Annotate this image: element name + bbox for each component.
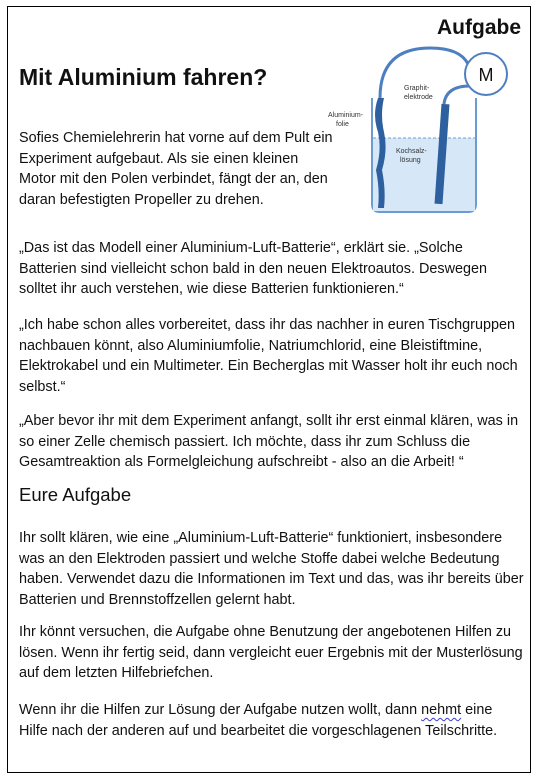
quote-paragraph-1: „Das ist das Modell einer Aluminium-Luft-Batterie“, erklärt sie. „Solche Batterien sind vielleicht schon bald in den neuen Elektroautos. Deswegen solltet ihr auch verstehen, wie diese Batterien funktionieren.“ bbox=[19, 240, 487, 297]
aluminium-label-1: Aluminium- bbox=[328, 112, 364, 119]
worksheet-label: Aufgabe bbox=[437, 16, 521, 39]
hint-paragraph: Ihr könnt versuchen, die Aufgabe ohne Benutzung der angebotenen Hilfen zu lösen. Wenn ihr fertig seid, dann vergleicht euer Ergebnis mit der Musterlösung auf dem letzten Hilfebriefchen. bbox=[19, 624, 523, 681]
section-heading: Eure Aufgabe bbox=[19, 484, 132, 505]
help-paragraph bbox=[19, 700, 524, 741]
help-text-start: Wenn ihr die Hilfen zur Lösung der Aufgabe nutzen wollt, dann bbox=[19, 702, 422, 718]
battery-illustration bbox=[320, 40, 530, 220]
page-title: Mit Aluminium fahren? bbox=[19, 64, 268, 90]
motor-label: M bbox=[478, 65, 494, 85]
aluminium-label-2: folie bbox=[336, 121, 349, 128]
task-paragraph: Ihr sollt klären, wie eine „Aluminium-Luft-Batterie“ funktioniert, insbesondere was an den Elektroden passiert und welche Stoffe dabei welche Bedeutung haben. Verwendet dazu die Informationen im Text und das, was ihr bereits über Batterien und Brennstoffzellen gelernt habt. bbox=[19, 530, 524, 608]
help-text-end: eine Hilfe nach der anderen auf und bearbeitet die vorgeschlagenen Teilschritte. bbox=[19, 702, 498, 739]
quote-paragraph-2: „Ich habe schon alles vorbereitet, dass ihr das nachher in euren Tischgruppen nachbauen könnt, also Aluminiumfolie, Natriumchlorid, eine Bleistiftmine, Elektrokabel und ein Multimeter. Ein Becherglas mit Wasser holt ihr euch noch selbst.“ bbox=[19, 317, 518, 395]
intro-paragraph: Sofies Chemielehrerin hat vorne auf dem Pult ein Experiment aufgebaut. Als sie einen kleinen Motor mit den Polen verbindet, fängt der an, den daran befestigten Propeller zu drehen. bbox=[19, 130, 333, 208]
spellcheck-word: nehmt bbox=[421, 702, 462, 718]
salt-label-1: Kochsalz- bbox=[396, 148, 427, 155]
salt-label-2: lösung bbox=[400, 157, 421, 164]
graphite-label-2: elektrode bbox=[404, 94, 433, 101]
quote-paragraph-3: „Aber bevor ihr mit dem Experiment anfangt, sollt ihr erst einmal klären, was in so einer Zelle chemisch passiert. Ich möchte, dass ihr zum Schluss die Gesamtreaktion als Formelgleichung aufschreibt - also an die Arbeit! “ bbox=[19, 413, 519, 470]
wire-right bbox=[444, 86, 470, 104]
graphite-label-1: Graphit- bbox=[404, 85, 430, 92]
